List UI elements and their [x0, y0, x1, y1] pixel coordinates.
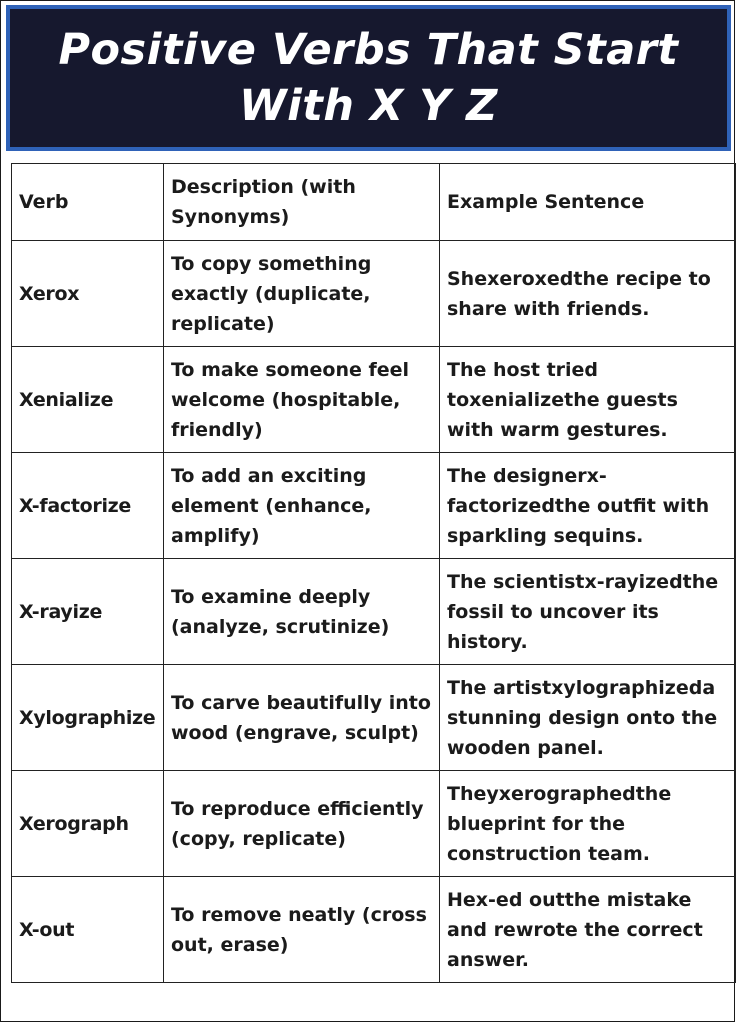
header-example: Example Sentence	[440, 164, 736, 241]
verbs-table	[11, 163, 736, 983]
table-row	[12, 665, 736, 771]
table-row	[12, 347, 736, 453]
description-cell: To remove neatly (cross out, erase)	[164, 877, 440, 983]
example-cell: The host tried toxenializethe guests with warm gestures.	[440, 347, 736, 453]
description-cell: To make someone feel welcome (hospitable, friendly)	[164, 347, 440, 453]
verb-cell: Xylographize	[12, 665, 164, 771]
description-cell: To carve beautifully into wood (engrave, sculpt)	[164, 665, 440, 771]
verb-cell: X-rayize	[12, 559, 164, 665]
verb-cell: X-out	[12, 877, 164, 983]
header-description: Description (with Synonyms)	[164, 164, 440, 241]
table-row	[12, 241, 736, 347]
example-cell: The scientistx-rayizedthe fossil to uncover its history.	[440, 559, 736, 665]
title-banner	[6, 5, 731, 151]
table-row	[12, 877, 736, 983]
description-cell: To copy something exactly (duplicate, replicate)	[164, 241, 440, 347]
example-cell: Theyxerographedthe blueprint for the construction team.	[440, 771, 736, 877]
example-cell: The designerx-factorizedthe outfit with sparkling sequins.	[440, 453, 736, 559]
description-cell: To examine deeply (analyze, scrutinize)	[164, 559, 440, 665]
example-cell: Shexeroxedthe recipe to share with friends.	[440, 241, 736, 347]
verb-cell: Xerox	[12, 241, 164, 347]
page-title: Positive Verbs That Start With X Y Z	[58, 25, 679, 131]
header-verb: Verb	[12, 164, 164, 241]
table-row	[12, 559, 736, 665]
verb-cell: Xenialize	[12, 347, 164, 453]
description-cell: To add an exciting element (enhance, amplify)	[164, 453, 440, 559]
verb-cell: Xerograph	[12, 771, 164, 877]
example-cell: Hex-ed outthe mistake and rewrote the correct answer.	[440, 877, 736, 983]
table-row	[12, 453, 736, 559]
example-cell: The artistxylographizeda stunning design onto the wooden panel.	[440, 665, 736, 771]
table-row	[12, 771, 736, 877]
table-header-row	[12, 164, 736, 241]
description-cell: To reproduce efficiently (copy, replicate)	[164, 771, 440, 877]
verb-cell: X-factorize	[12, 453, 164, 559]
